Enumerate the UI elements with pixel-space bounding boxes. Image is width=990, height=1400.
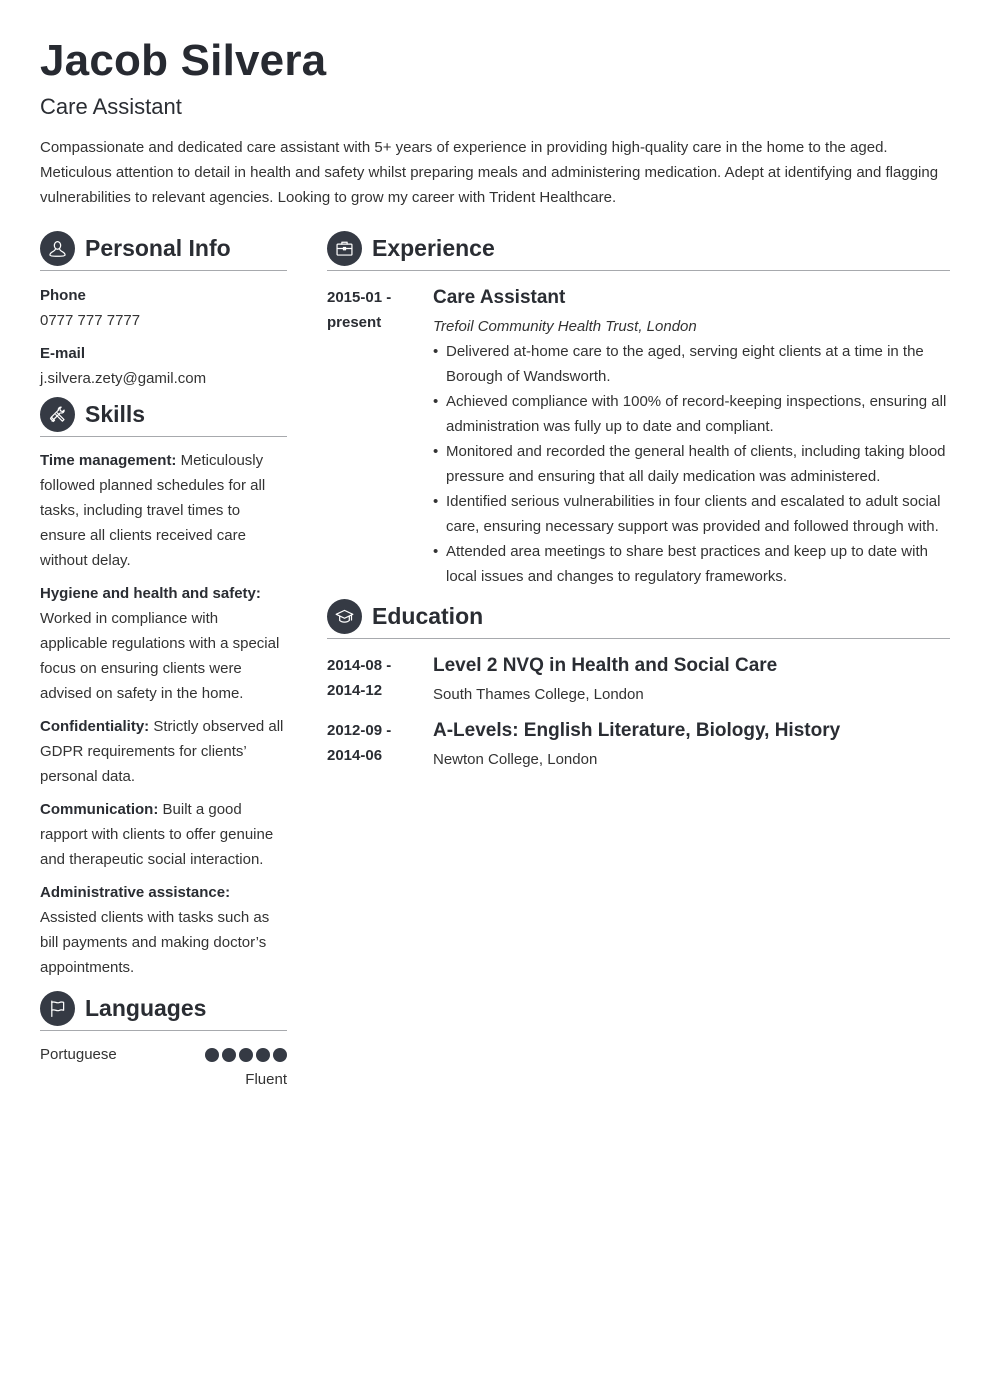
skill-name: Communication:: [40, 801, 159, 818]
list-item: • Attended area meetings to share best practices and keep up to date with local issues and changes to regulatory frameworks.: [433, 539, 950, 589]
list-item: • Achieved compliance with 100% of record-keeping inspections, ensuring all administration was fully up to date and compliant.: [433, 389, 950, 439]
skill-description: Meticulously followed planned schedules for all tasks, including travel times to ensure all clients received care without delay.: [40, 452, 266, 569]
experience-entry: [327, 285, 950, 589]
language-item: [40, 1042, 287, 1092]
section-divider: [327, 270, 950, 271]
date-end: present: [327, 314, 382, 331]
personal-info-header: [40, 231, 287, 266]
education-header: [327, 599, 950, 634]
rating-dot: [239, 1048, 253, 1062]
list-item: • Monitored and recorded the general health of clients, including taking blood pressure and ensuring that all daily medication was administered.: [433, 439, 950, 489]
degree-title: Level 2 NVQ in Health and Social Care: [433, 655, 778, 676]
summary-paragraph: Compassionate and dedicated care assistant with 5+ years of experience in providing high-quality care in the home to the aged. Meticulous attention to detail in health and safety whilst preparing meals and administering medication. Adept at identifying and flagging vulnerabilities to relevant agencies. Looking to grow my career with Trident Healthcare.: [40, 139, 939, 206]
education-entry: [327, 653, 950, 707]
section-divider: [40, 436, 287, 437]
employer: Trefoil Community Health Trust, London: [433, 318, 697, 335]
education-entry: [327, 718, 950, 772]
rating-dot: [256, 1048, 270, 1062]
date-start: 2014-08 -: [327, 657, 392, 674]
entry-date: [327, 718, 433, 772]
languages-header: [40, 991, 287, 1026]
personal-info-heading: Personal Info: [85, 235, 231, 261]
person-icon: [40, 231, 75, 266]
briefcase-icon: [327, 231, 362, 266]
skill-description: Assisted clients with tasks such as bill payments and making doctor’s appointments.: [40, 909, 270, 976]
tools-icon: [40, 397, 75, 432]
email-label: E-mail: [40, 345, 86, 362]
language-rating: [205, 1048, 287, 1062]
experience-header: [327, 231, 950, 266]
entry-date: [327, 653, 433, 707]
skills-heading: Skills: [85, 401, 146, 427]
candidate-name: Jacob Silvera: [40, 36, 327, 85]
skill-name: Administrative assistance:: [40, 884, 231, 901]
job-title: Care Assistant: [433, 287, 566, 308]
education-heading: Education: [372, 603, 484, 629]
section-divider: [40, 1030, 287, 1031]
skill-item: [40, 714, 287, 789]
skill-description: Built a good rapport with clients to offer genuine and therapeutic social interaction.: [40, 801, 274, 868]
school-name: Newton College, London: [433, 751, 598, 768]
rating-dot: [273, 1048, 287, 1062]
skills-section: [40, 397, 287, 980]
entry-date: [327, 285, 433, 589]
languages-heading: Languages: [85, 995, 207, 1021]
rating-dot: [205, 1048, 219, 1062]
email-block: [40, 341, 287, 391]
section-divider: [327, 638, 950, 639]
languages-section: [40, 991, 287, 1092]
rating-dot: [222, 1048, 236, 1062]
graduation-cap-icon: [327, 599, 362, 634]
left-column: [40, 231, 287, 1092]
date-end: 2014-06: [327, 747, 383, 764]
skill-item: [40, 448, 287, 573]
section-divider: [40, 270, 287, 271]
school-name: South Thames College, London: [433, 686, 644, 703]
skill-item: [40, 797, 287, 872]
skill-description: Strictly observed all GDPR requirements for clients’ personal data.: [40, 718, 284, 785]
skill-item: [40, 581, 287, 706]
responsibilities-list: [433, 339, 950, 589]
language-name: Portuguese: [40, 1046, 117, 1063]
phone-block: [40, 283, 287, 333]
date-start: 2012-09 -: [327, 722, 392, 739]
email-value: j.silvera.zety@gamil.com: [40, 370, 207, 387]
list-item: • Delivered at-home care to the aged, serving eight clients at a time in the Borough of Wandsworth.: [433, 339, 950, 389]
phone-label: Phone: [40, 287, 86, 304]
skills-header: [40, 397, 287, 432]
phone-value: 0777 777 7777: [40, 312, 141, 329]
education-section: [327, 599, 950, 772]
language-level: Fluent: [245, 1071, 287, 1088]
skill-name: Time management:: [40, 452, 177, 469]
experience-section: [327, 231, 950, 589]
skill-description: Worked in compliance with applicable regulations with a special focus on ensuring clients were advised on safety in the home.: [40, 610, 280, 702]
skills-list: [40, 448, 287, 980]
skill-name: Hygiene and health and safety:: [40, 585, 261, 602]
experience-heading: Experience: [372, 235, 495, 261]
date-end: 2014-12: [327, 682, 383, 699]
skill-name: Confidentiality:: [40, 718, 150, 735]
candidate-job-title: Care Assistant: [40, 94, 182, 119]
degree-title: A-Levels: English Literature, Biology, History: [433, 720, 841, 741]
list-item: • Identified serious vulnerabilities in four clients and escalated to adult social care, ensuring necessary support was provided and followed through with.: [433, 489, 950, 539]
personal-info-section: [40, 231, 287, 391]
date-start: 2015-01 -: [327, 289, 392, 306]
skill-item: [40, 880, 287, 980]
right-column: [327, 231, 950, 772]
flag-icon: [40, 991, 75, 1026]
